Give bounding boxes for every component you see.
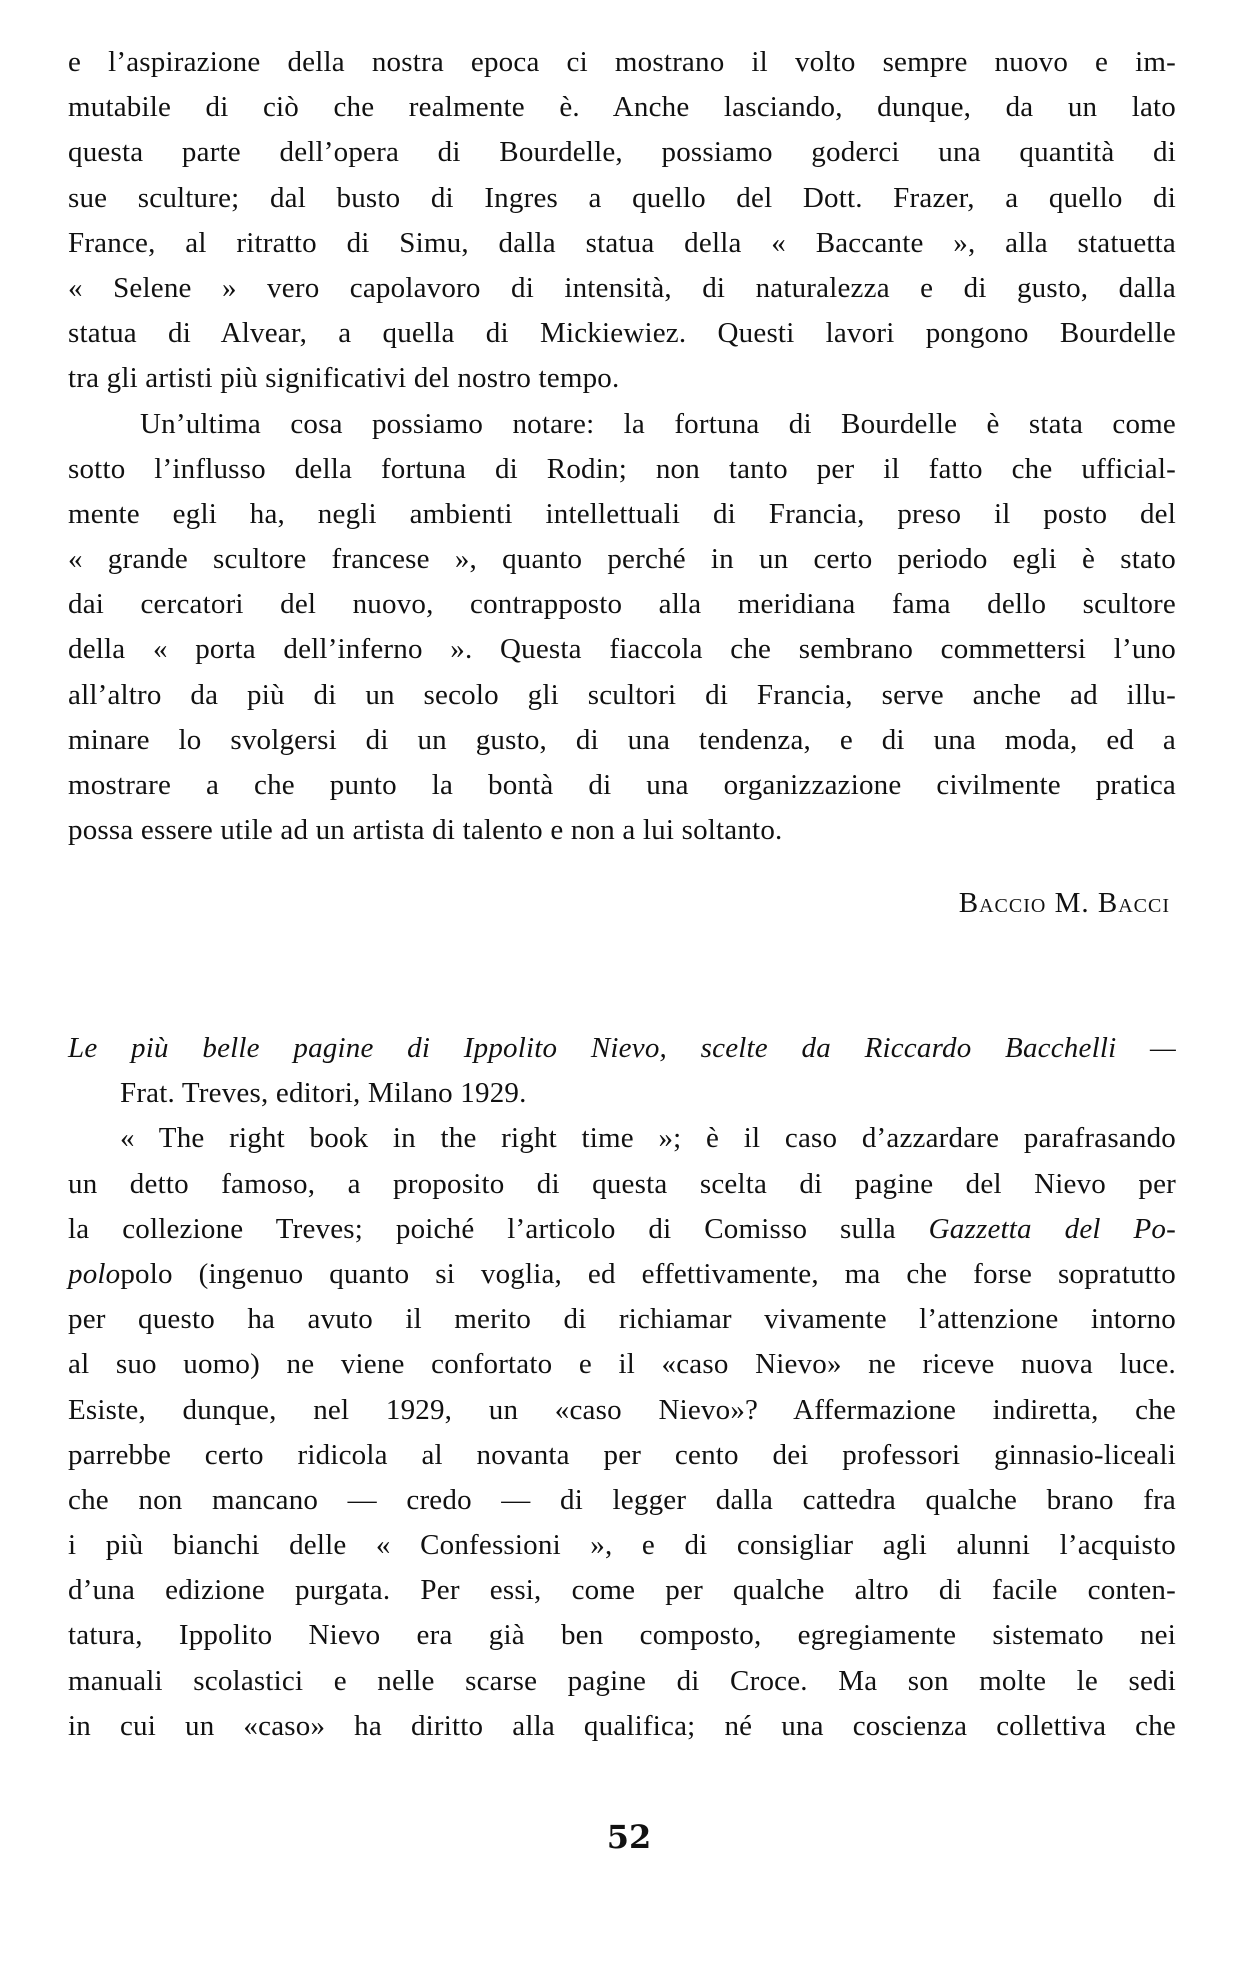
text-line: minare lo svolgersi di un gusto, di una tendenza, e di una moda, ed a — [68, 723, 1176, 756]
text-line: della « porta dell’inferno ». Questa fiaccola che sembrano commettersi l’uno — [68, 633, 1176, 666]
text-line: in cui un «caso» ha diritto alla qualifica; né una coscienza collettiva che — [68, 1709, 1176, 1742]
text-line: possa essere utile ad un artista di talento e non a lui soltanto. — [68, 814, 783, 847]
text-line: « Selene » vero capolavoro di intensità, di naturalezza e di gusto, dalla — [68, 271, 1176, 304]
book-title: Le più belle pagine di Ippolito Nievo, scelte da Riccardo Bacchelli — — [68, 1032, 1176, 1064]
newspaper-title: Gazzetta del Po- — [928, 1212, 1176, 1245]
text-line: mostrare a che punto la bontà di una organizzazione civilmente pratica — [68, 769, 1176, 801]
text-line: i più bianchi delle « Confessioni », e di consigliar agli alunni l’acquisto — [68, 1529, 1176, 1562]
paragraph-1 — [68, 40, 1176, 402]
book-review — [68, 1026, 1176, 1749]
text-line: per questo ha avuto il merito di richiamar vivamente l’attenzione intorno — [68, 1303, 1176, 1336]
text-line: France, al ritratto di Simu, dalla statua della « Baccante », alla statuetta — [68, 226, 1176, 259]
text-line: che non mancano — credo — di legger dalla cattedra qualche brano fra — [68, 1483, 1176, 1516]
text-line: Un’ultima cosa possiamo notare: la fortuna di Bourdelle è stata come — [140, 407, 1176, 440]
publisher-line: Frat. Treves, editori, Milano 1929. — [120, 1077, 527, 1110]
text-line: tra gli artisti più significativi del nostro tempo. — [68, 362, 620, 395]
article-continuation — [68, 40, 1176, 853]
text-line-with-italic — [68, 1252, 1176, 1297]
page-number: 52 — [606, 1818, 652, 1856]
text-line: e l’aspirazione della nostra epoca ci mostrano il volto sempre nuovo e im- — [68, 46, 1176, 78]
review-body — [68, 1116, 1176, 1749]
text-fragment: la collezione Treves; poiché l’articolo di Comisso sulla — [68, 1212, 929, 1245]
text-line: mutabile di ciò che realmente è. Anche lasciando, dunque, da un lato — [68, 91, 1176, 124]
text-line: parrebbe certo ridicola al novanta per cento dei professori ginnasio-liceali — [68, 1438, 1176, 1471]
text-line: statua di Alvear, a quella di Mickiewiez. Questi lavori pongono Bourdelle — [68, 317, 1176, 350]
text-line: tatura, Ippolito Nievo era già ben composto, egregiamente sistemato nei — [68, 1619, 1176, 1652]
text-line: questa parte dell’opera di Bourdelle, possiamo goderci una quantità di — [68, 136, 1176, 169]
text-line: all’altro da più di un secolo gli scultori di Francia, serve anche ad illu- — [68, 678, 1176, 711]
text-line: manuali scolastici e nelle scarse pagine di Croce. Ma son molte le sedi — [68, 1664, 1176, 1697]
text-line: « grande scultore francese », quanto perché in un certo periodo egli è stato — [68, 543, 1176, 576]
text-line: dai cercatori del nuovo, contrapposto alla meridiana fama dello scultore — [68, 588, 1176, 621]
text-fragment: polo (ingenuo quanto si voglia, ed effettivamente, ma che forse sopratutto — [120, 1257, 1176, 1290]
text-line: sotto l’influsso della fortuna di Rodin; non tanto per il fatto che ufficial- — [68, 452, 1176, 485]
text-line: sue sculture; dal busto di Ingres a quello del Dott. Frazer, a quello di — [68, 181, 1176, 214]
text-line: Esiste, dunque, nel 1929, un «caso Nievo»? Affermazione indiretta, che — [68, 1393, 1176, 1426]
paragraph-2 — [68, 402, 1176, 854]
text-line: un detto famoso, a proposito di questa scelta di pagine del Nievo per — [68, 1167, 1176, 1200]
author-signature: Baccio M. Bacci — [958, 887, 1170, 919]
text-line: d’una edizione purgata. Per essi, come per qualche altro di facile conten- — [68, 1574, 1176, 1607]
text-line: al suo uomo) ne viene confortato e il «caso Nievo» ne riceve nuova luce. — [68, 1348, 1176, 1381]
newspaper-title-continued: polo — [68, 1257, 121, 1290]
text-line: « The right book in the right time »; è il caso d’azzardare parafrasando — [120, 1122, 1176, 1155]
text-line-with-italic — [68, 1207, 1176, 1252]
text-line: mente egli ha, negli ambienti intellettuali di Francia, preso il posto del — [68, 497, 1176, 530]
